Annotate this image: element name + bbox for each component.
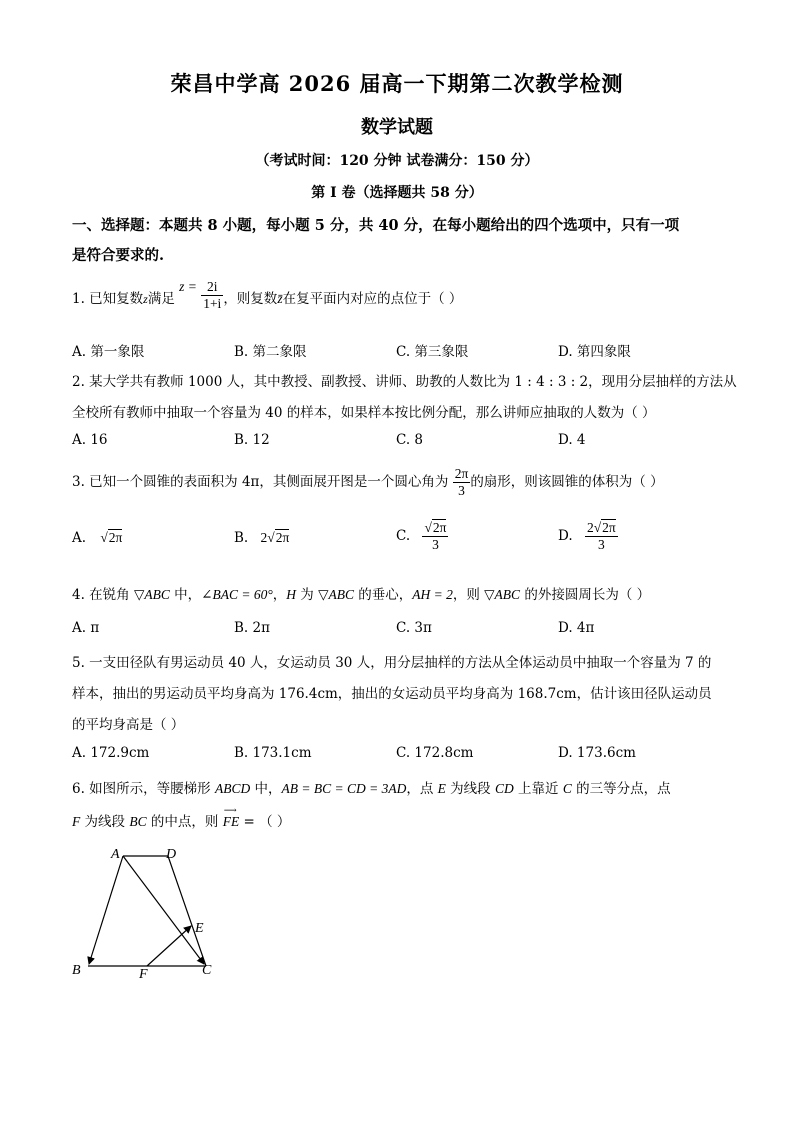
q3-option-d-den: 3 bbox=[597, 537, 605, 552]
q6-text-c: ，点 bbox=[406, 781, 438, 797]
q2-line1: 2. 某大学共有教师 1000 人，其中教授、副教授、讲师、助教的人数比为 1 : 4 : 3 : 2，现用分层抽样的方法从 bbox=[72, 374, 737, 390]
q3-option-b-coef: 2 bbox=[260, 530, 268, 545]
q1-option-b: B. 第二象限 bbox=[234, 344, 307, 360]
q4-option-a: A. π bbox=[72, 620, 100, 636]
label-d: D bbox=[166, 847, 177, 862]
q4-triangle-1: ▽ABC bbox=[133, 587, 170, 602]
q6-text-i: = （ ） bbox=[239, 814, 291, 830]
label-e: E bbox=[195, 921, 204, 936]
q2-line2: 全校所有教师中抽取一个容量为 40 的样本，如果样本按比例分配，那么讲师应抽取的人数为（ ） bbox=[72, 405, 656, 421]
q3-option-c-label: C. bbox=[396, 528, 411, 544]
section-heading-line2: 是符合要求的. bbox=[72, 247, 165, 264]
q4-h: H bbox=[286, 587, 296, 602]
q3-option-c-den: 3 bbox=[432, 537, 439, 552]
q6-point-c: C bbox=[562, 781, 572, 796]
q4-text-e: 的垂心， bbox=[353, 587, 413, 603]
q4-triangle-3: ▽ABC bbox=[484, 587, 521, 602]
vector-ab bbox=[89, 856, 123, 964]
q1-option-d: D. 第四象限 bbox=[558, 344, 631, 360]
q4-ah: AH = 2 bbox=[412, 587, 453, 602]
question-1 bbox=[72, 279, 463, 316]
q3-option-c bbox=[396, 520, 448, 553]
exam-info: （考试时间：120 分钟 试卷满分：150 分） bbox=[255, 153, 539, 169]
q3-fraction-num: 2π bbox=[454, 466, 469, 481]
q6-text-h: 的中点，则 bbox=[146, 814, 223, 830]
q4-text-b: 中， bbox=[169, 587, 202, 603]
question-6-line2 bbox=[72, 805, 291, 830]
q1-equation-lhs: z = bbox=[179, 279, 197, 294]
q5-option-a: A. 172.9cm bbox=[72, 745, 150, 761]
q6-text-a: 6. 如图所示，等腰梯形 bbox=[72, 781, 215, 797]
q1-fraction-num: 2i bbox=[201, 279, 223, 296]
q3-option-b: B. 2√2π bbox=[234, 530, 290, 546]
q3-option-d bbox=[558, 520, 618, 553]
label-a: A bbox=[111, 847, 120, 862]
q6-point-e: E bbox=[437, 781, 446, 796]
q3-option-a-label: A. bbox=[72, 530, 87, 546]
q3-option-d-fraction: $\frac{2√2\pi}{3}$ bbox=[586, 520, 616, 552]
q3-option-c-fraction: $\frac{√2\pi}{3}$ bbox=[424, 520, 447, 552]
q6-segment-cd: CD bbox=[494, 781, 514, 796]
q6-vector-label: FE bbox=[222, 814, 240, 829]
q3-text-suffix: 的扇形，则该圆锥的体积为（ ） bbox=[470, 474, 664, 490]
q2-option-c: C. 8 bbox=[396, 432, 424, 448]
q3-text-prefix: 3. 已知一个圆锥的表面积为 4π，其侧面展开图是一个圆心角为 bbox=[72, 474, 449, 490]
q3-option-a-value: 2π bbox=[108, 530, 123, 545]
q6-text-f: 的三等分点，点 bbox=[571, 781, 671, 797]
vector-arrow-icon: ⟶ bbox=[223, 805, 237, 815]
q4-text-c: ， bbox=[272, 587, 287, 603]
q3-option-a: A. √2π bbox=[72, 530, 123, 546]
q1-option-c: C. 第三象限 bbox=[396, 344, 469, 360]
q1-option-a: A. 第一象限 bbox=[72, 344, 145, 360]
q3-fraction-den: 3 bbox=[458, 483, 465, 498]
page-title: 荣昌中学高 2026 届高一下期第二次教学检测 bbox=[170, 71, 624, 96]
q2-option-b: B. 12 bbox=[234, 432, 270, 448]
q5-option-c: C. 172.8cm bbox=[396, 745, 474, 761]
q3-option-d-num: 2π bbox=[602, 520, 616, 535]
q5-line3: 的平均身高是（ ） bbox=[72, 717, 185, 733]
segment-dc bbox=[168, 856, 206, 966]
q4-text-a: 4. 在锐角 bbox=[72, 587, 134, 603]
part-title: 第 I 卷（选择题共 58 分） bbox=[311, 185, 483, 201]
q1-fraction bbox=[201, 279, 223, 312]
q4-option-b: B. 2π bbox=[234, 620, 270, 636]
label-c: C bbox=[202, 963, 212, 978]
q6-point-f: F bbox=[72, 814, 81, 829]
q1-var-zbar: z̄ bbox=[277, 291, 283, 306]
q3-option-b-value: 2π bbox=[275, 530, 290, 545]
q4-text-d: 为 bbox=[295, 587, 319, 603]
q4-angle: ∠BAC = 60° bbox=[201, 587, 273, 602]
q5-option-d: D. 173.6cm bbox=[558, 745, 636, 761]
question-6-line1 bbox=[72, 777, 671, 797]
q5-line2: 样本，抽出的男运动员平均身高为 176.4cm，抽出的女运动员平均身高为 168.7cm，估计该田径队运动员 bbox=[72, 686, 712, 702]
q4-text-f: ，则 bbox=[452, 587, 485, 603]
vector-fe bbox=[147, 926, 191, 966]
q1-text-suffix: ，则复数 bbox=[223, 291, 278, 307]
q4-option-d: D. 4π bbox=[558, 620, 595, 636]
q1-text-prefix: 1. 已知复数 bbox=[72, 291, 144, 307]
q6-vector-fe bbox=[222, 805, 240, 830]
q1-var-z: z bbox=[143, 292, 148, 306]
q6-shape: ABCD bbox=[214, 781, 251, 796]
q4-text-g: 的外接圆周长为（ ） bbox=[520, 587, 651, 603]
q5-line1: 5. 一支田径队有男运动员 40 人，女运动员 30 人，用分层抽样的方法从全体运动员中抽取一个容量为 7 的 bbox=[72, 655, 712, 671]
trapezoid-figure bbox=[60, 838, 230, 988]
q1-text-tail: 在复平面内对应的点位于（ ） bbox=[282, 291, 463, 307]
q3-option-d-label: D. bbox=[558, 528, 573, 544]
q6-text-b: 中， bbox=[250, 781, 282, 797]
q3-fraction bbox=[453, 466, 471, 499]
label-b: B bbox=[72, 963, 81, 978]
q4-option-c: C. 3π bbox=[396, 620, 432, 636]
question-3 bbox=[72, 466, 664, 499]
q6-equation: AB = BC = CD = 3AD bbox=[281, 781, 407, 796]
q2-option-d: D. 4 bbox=[558, 432, 586, 448]
question-4 bbox=[72, 583, 650, 603]
q3-option-d-coef: 2 bbox=[586, 520, 594, 535]
q5-option-b: B. 173.1cm bbox=[234, 745, 312, 761]
section-heading-line1: 一、选择题：本题共 8 小题，每小题 5 分，共 40 分，在每小题给出的四个选项中，只有一项 bbox=[72, 217, 680, 234]
q2-option-a: A. 16 bbox=[72, 432, 108, 448]
q6-text-g: 为线段 bbox=[80, 814, 130, 830]
q6-text-d: 为线段 bbox=[445, 781, 495, 797]
q3-option-c-num: 2π bbox=[432, 520, 447, 535]
q4-triangle-2: ▽ABC bbox=[318, 587, 354, 602]
label-f: F bbox=[139, 967, 148, 982]
q3-option-b-label: B. bbox=[234, 530, 249, 546]
q6-text-e: 上靠近 bbox=[513, 781, 563, 797]
vector-ac bbox=[123, 856, 204, 964]
subject-title: 数学试题 bbox=[361, 117, 433, 138]
q1-text-mid: 满足 bbox=[147, 291, 175, 307]
q6-segment-bc: BC bbox=[129, 814, 147, 829]
q1-fraction-den: 1+i bbox=[203, 296, 222, 311]
